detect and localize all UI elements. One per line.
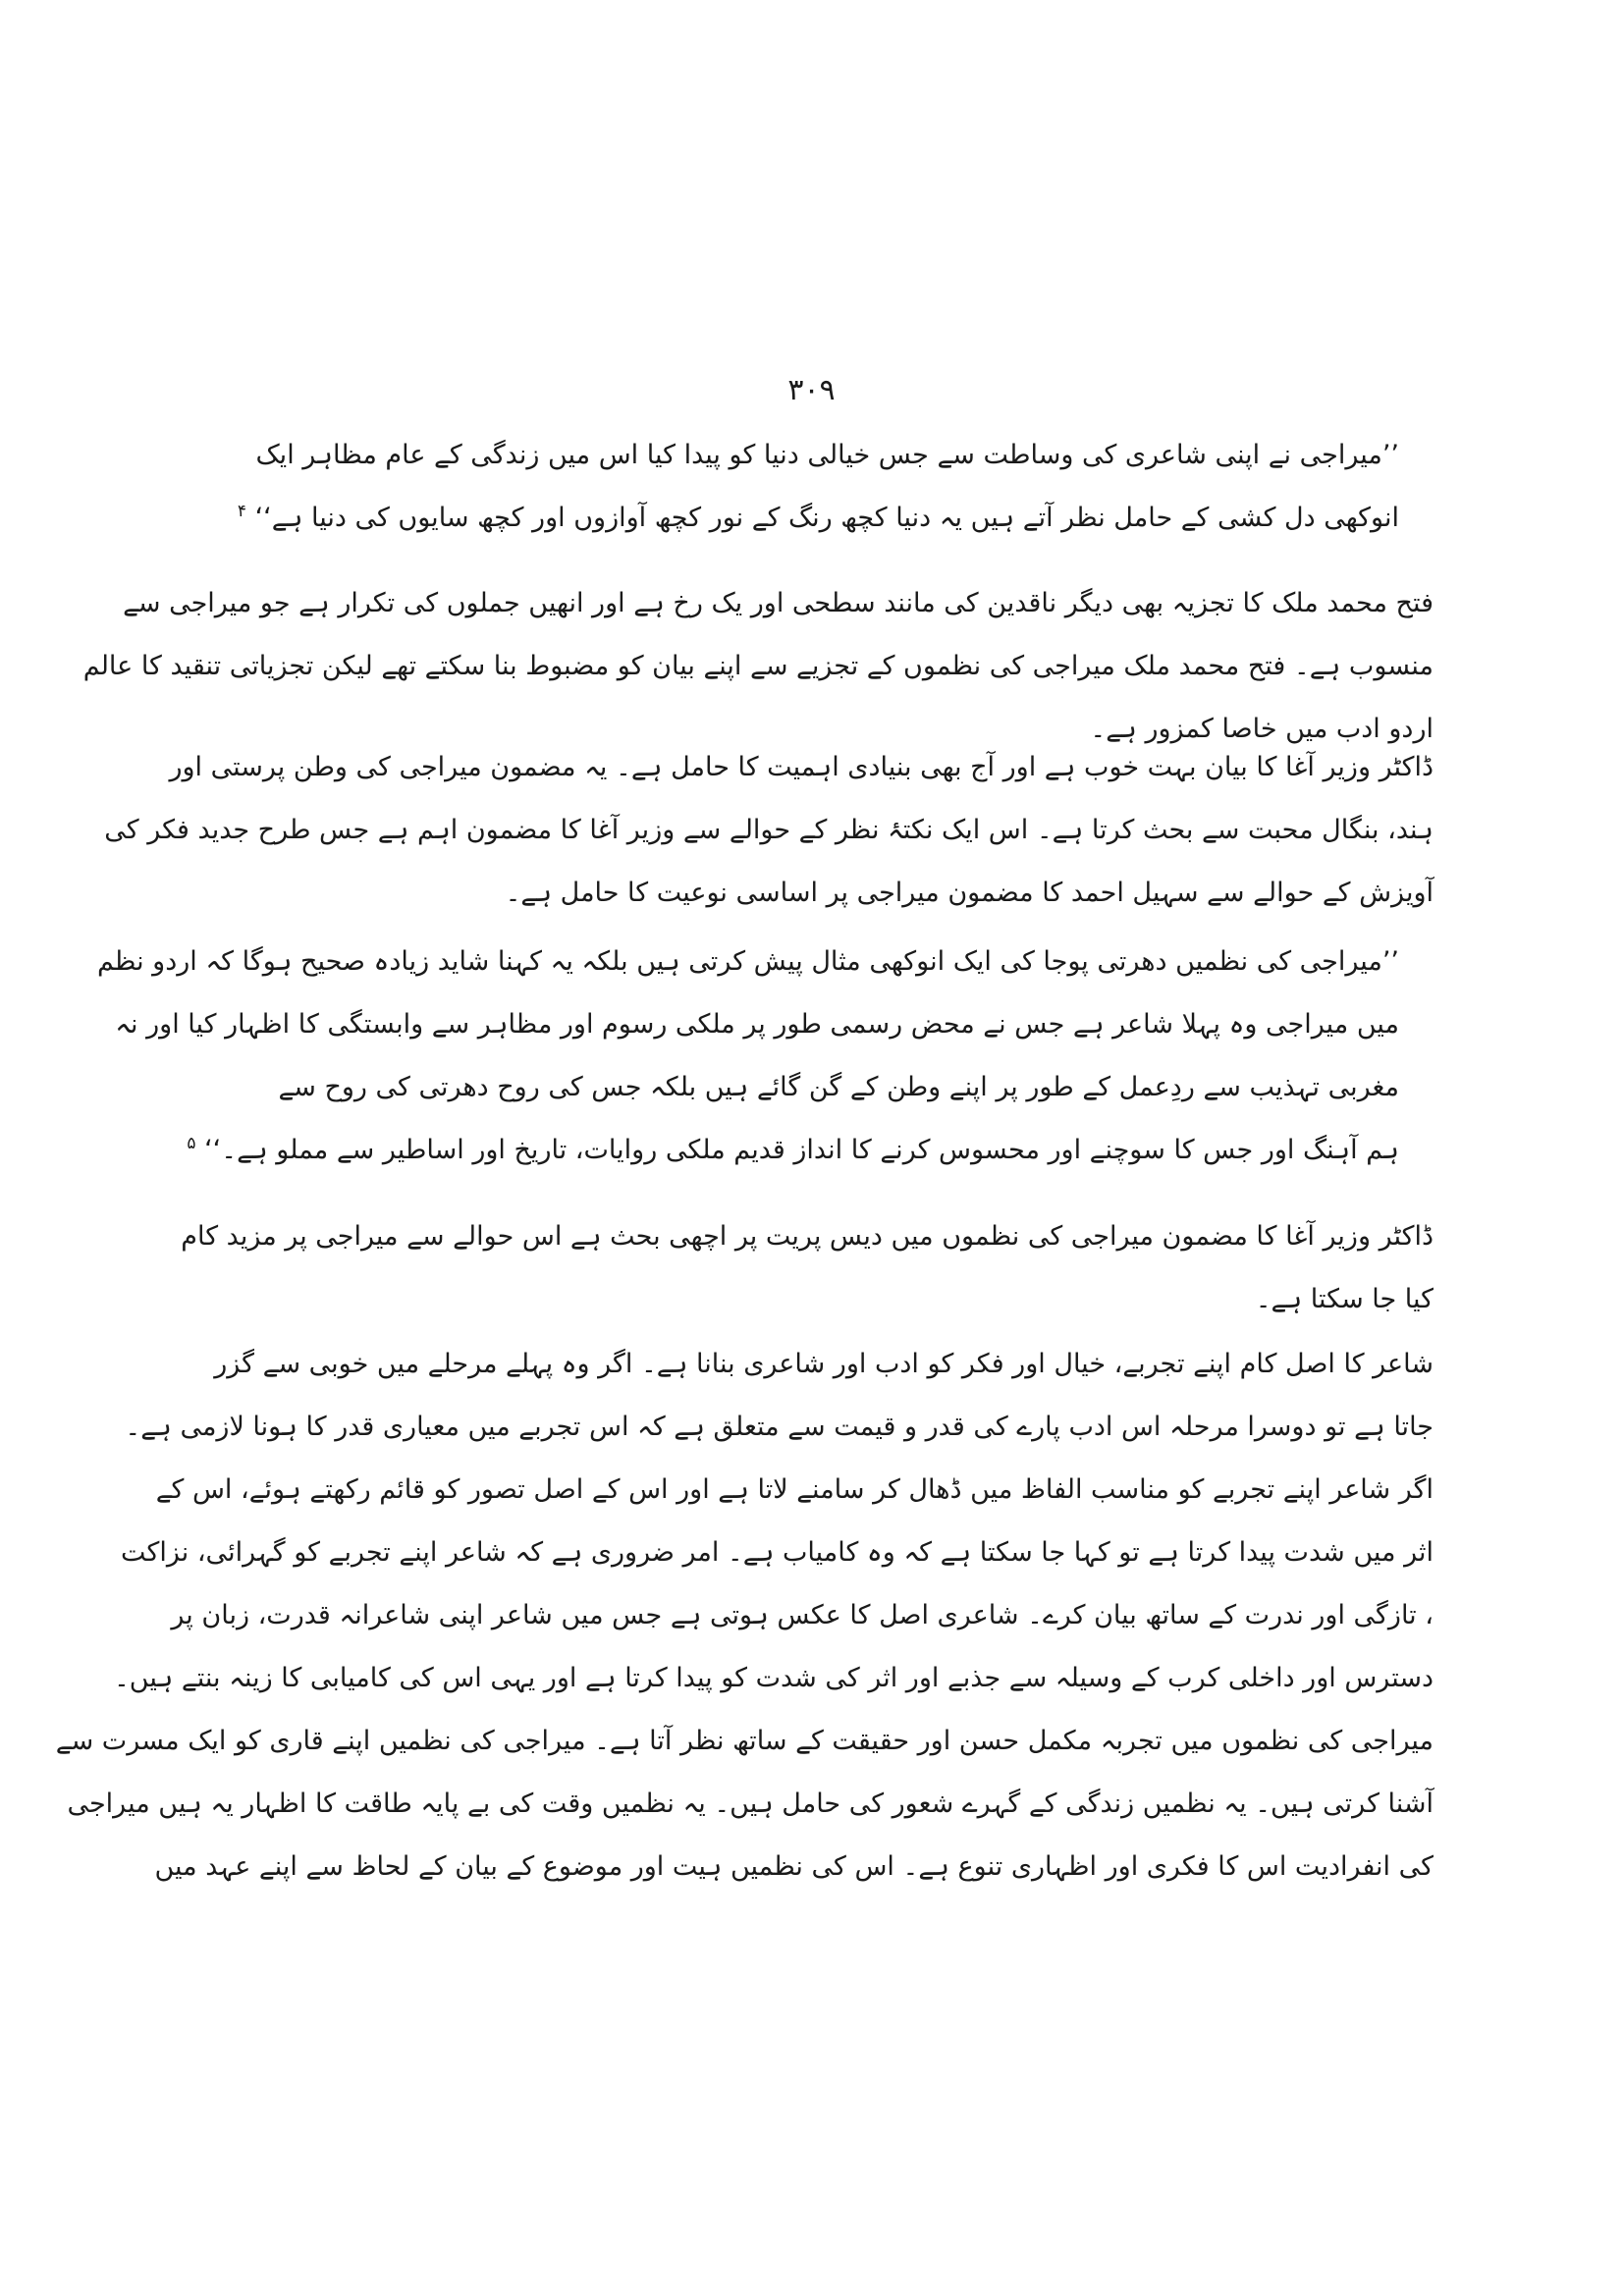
text-line: ، تازگی اور ندرت کے ساتھ بیان کرے۔ شاعری اصل کا عکس ہوتی ہے جس میں شاعر اپنی شاعرانہ قدرت، زبان پر [171,1600,1434,1630]
paragraph [181,1205,1434,1331]
text-line: آشنا کرتی ہیں۔ یہ نظمیں زندگی کے گہرے شعور کی حامل ہیں۔ یہ نظمیں وقت کی بے پایہ طاقت کا اظہار یہ ہیں میراجی [67,1789,1434,1819]
page-number: ۳۰۹ [787,373,836,407]
text-line: میراجی کی نظموں میں تجربہ مکمل حسن اور حقیقت کے ساتھ نظر آتا ہے۔ میراجی کی نظمیں اپنے قاری کو ایک مسرت سے [55,1726,1434,1756]
text-line: کی انفرادیت اس کا فکری اور اظہاری تنوع ہے۔ اس کی نظمیں ہیت اور موضوع کے بیان کے لحاظ سے اپنے عہد میں [154,1851,1434,1882]
footnote-marker: ۴ [237,502,246,521]
text-line: کیا جا سکتا ہے۔ [1255,1284,1434,1314]
text-line: ڈاکٹر وزیر آغا کا مضمون میراجی کی نظموں میں دیس پریت پر اچھی بحث ہے اس حوالے سے میراجی پر مزید کام [181,1221,1434,1252]
text-line: ’’میراجی نے اپنی شاعری کی وساطت سے جس خیالی دنیا کو پیدا کیا اس میں زندگی کے عام مظاہر ایک [255,440,1399,470]
text-line: ہم آہنگ اور جس کا سوچنے اور محسوس کرنے کا انداز قدیم ملکی روایات، تاریخ اور اساطیر سے مملو ہے۔‘‘ [204,1135,1399,1165]
paragraph [104,736,1434,925]
text-line-with-footnote [187,1119,1399,1182]
text-line: ہند، بنگال محبت سے بحث کرتا ہے۔ اس ایک نکتۂ نظر کے حوالے سے وزیر آغا کا مضمون اہم ہے جس طرح جدید فکر کی [104,815,1434,845]
text-line: انوکھی دل کشی کے حامل نظر آتے ہیں یہ دنیا کچھ رنگ کے نور کچھ آوازوں اور کچھ سایوں کی دنیا ہے‘‘ [254,503,1399,533]
text-line: میں میراجی وہ پہلا شاعر ہے جس نے محض رسمی طور پر ملکی رسوم اور مظاہر سے وابستگی کا اظہار کیا اور نہ [115,1009,1399,1040]
paragraph [82,572,1434,761]
text-line-with-footnote [237,487,1399,550]
text-line: دسترس اور داخلی کرب کے وسیلہ سے جذبے اور اثر کی شدت کو پیدا کرتا ہے اور یہی اس کی کامیابی کا زینہ بنتے ہیں۔ [113,1663,1434,1693]
footnote-marker: ۵ [187,1134,196,1153]
text-line: اگر شاعر اپنے تجربے کو مناسب الفاظ میں ڈھال کر سامنے لاتا ہے اور اس کے اصل تصور کو قائم رکھتے ہوئے، اس کے [155,1474,1434,1505]
text-line: آویزش کے حوالے سے سہیل احمد کا مضمون میراجی پر اساسی نوعیت کا حامل ہے۔ [505,878,1434,908]
quote-block [237,424,1399,550]
text-line: مغربی تہذیب سے ردِعمل کے طور پر اپنے وطن کے گن گائے ہیں بلکہ جس کی روح دھرتی کی روح سے [278,1072,1399,1102]
quote-block [96,931,1399,1182]
text-line: منسوب ہے۔ فتح محمد ملک میراجی کی نظموں کے تجزیے سے اپنے بیان کو مضبوط بنا سکتے تھے لیکن تجزیاتی تنقید کا عالم [82,651,1434,681]
text-line: ’’میراجی کی نظمیں دھرتی پوجا کی ایک انوکھی مثال پیش کرتی ہیں بلکہ یہ کہنا شاید زیادہ صحیح ہوگا کہ اردو نظم [96,946,1399,977]
text-line: اردو ادب میں خاصا کمزور ہے۔ [1090,714,1434,744]
text-line: جاتا ہے تو دوسرا مرحلہ اس ادب پارے کی قدر و قیمت سے متعلق ہے کہ اس تجربے میں معیاری قدر کا ہونا لازمی ہے۔ [125,1412,1434,1442]
text-line: شاعر کا اصل کام اپنے تجربے، خیال اور فکر کو ادب اور شاعری بنانا ہے۔ اگر وہ پہلے مرحلے میں خوبی سے گزر [214,1349,1434,1379]
text-line: ڈاکٹر وزیر آغا کا بیان بہت خوب ہے اور آج بھی بنیادی اہمیت کا حامل ہے۔ یہ مضمون میراجی کی وطن پرستی اور [169,752,1434,782]
text-line: اثر میں شدت پیدا کرتا ہے تو کہا جا سکتا ہے کہ وہ کامیاب ہے۔ امر ضروری ہے کہ شاعر اپنے تجربے کو گہرائی، نزاکت [120,1537,1434,1568]
paragraph [55,1333,1434,1898]
text-line: فتح محمد ملک کا تجزیہ بھی دیگر ناقدین کی مانند سطحی اور یک رخ ہے اور انھیں جملوں کی تکرار ہے جو میراجی سے [123,588,1434,618]
